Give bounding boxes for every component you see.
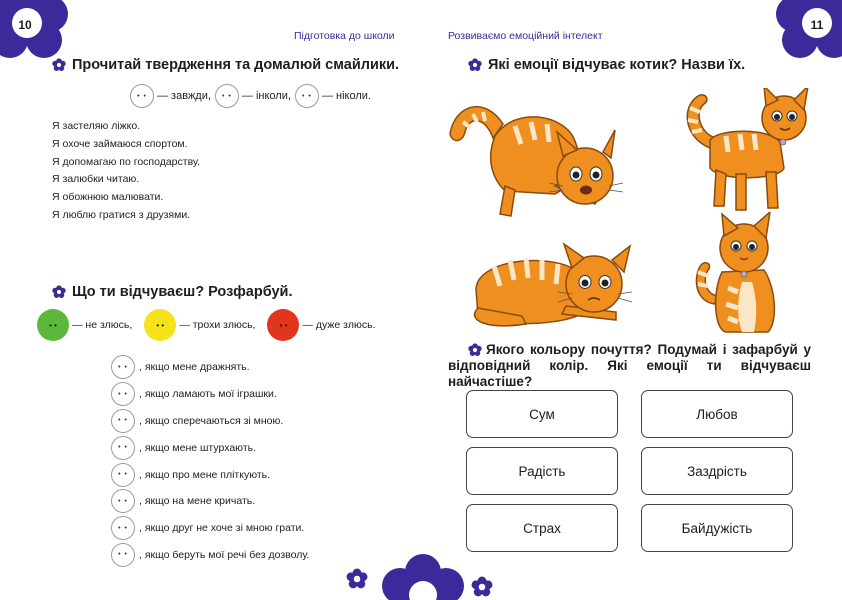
condition-text: , якщо мене штурхають. <box>139 441 257 454</box>
yellow-smiley-icon: • • <box>144 309 176 341</box>
emotion-box-love[interactable]: Любов <box>641 390 793 438</box>
emotion-box-envy[interactable]: Заздрість <box>641 447 793 495</box>
task1-title-text: Прочитай твердження та домалюй смайлики. <box>72 57 400 73</box>
condition-text: , якщо ламають мої іграшки. <box>139 388 277 401</box>
page-number-right: 11 <box>810 18 824 32</box>
condition-text: , якщо про мене пліткують. <box>139 468 271 481</box>
list-item <box>111 408 309 435</box>
legend-not-angry: — не злюсь, <box>72 319 133 331</box>
smiley-face-icon: • • <box>111 436 135 460</box>
task1-title <box>52 57 399 73</box>
legend-never: — ніколи. <box>321 90 371 102</box>
small-flower-icon <box>346 568 368 590</box>
list-item <box>111 434 309 461</box>
cats-task-title <box>468 57 745 73</box>
calm-cat-illustration <box>692 212 792 337</box>
emotion-box-indifference[interactable]: Байдужість <box>641 504 793 552</box>
legend-always: — завжди, <box>157 90 211 102</box>
scared-cat-illustration <box>445 86 635 226</box>
smiley-face-icon: • • <box>111 355 135 379</box>
emotion-box-joy[interactable]: Радість <box>466 447 618 495</box>
smiley-face-icon: • • <box>111 489 135 513</box>
condition-text: , якщо мене дражнять. <box>139 361 250 374</box>
condition-text: , якщо друг не хоче зі мною грати. <box>139 522 305 535</box>
flower-bullet-icon <box>468 58 482 72</box>
list-item <box>111 542 309 569</box>
corner-flower-right <box>772 0 842 68</box>
statement-list <box>52 118 200 225</box>
red-smiley-icon: • • <box>267 309 299 341</box>
page-number-left: 10 <box>18 18 32 32</box>
legend-sometimes: — інколи, <box>241 90 291 102</box>
right-page-header: Розвиваємо емоційний інтелект <box>448 30 603 42</box>
bottom-flower-decoration <box>378 548 468 600</box>
smiley-face-icon: • • <box>215 84 239 108</box>
cats-task-title-text: Які емоції відчуває котик? Назви їх. <box>488 57 746 73</box>
smiley-face-icon: • • <box>111 409 135 433</box>
legend-slightly-angry: — трохи злюсь, <box>179 319 256 331</box>
emotion-box-fear[interactable]: Страх <box>466 504 618 552</box>
frequency-legend <box>130 84 375 108</box>
task2-title <box>52 284 292 300</box>
list-item <box>111 461 309 488</box>
list-item: Я допомагаю по господарству. <box>52 155 201 168</box>
happy-cat-illustration <box>680 88 820 218</box>
legend-very-angry: — дуже злюсь. <box>302 319 376 331</box>
green-smiley-icon: • • <box>37 309 69 341</box>
list-item: Я обожнюю малювати. <box>52 191 164 204</box>
task2-title-text: Що ти відчуваєш? Розфарбуй. <box>72 284 293 300</box>
anger-color-legend <box>37 309 380 341</box>
smiley-face-icon: • • <box>295 84 319 108</box>
list-item: Я залюбки читаю. <box>52 173 140 186</box>
list-item <box>111 515 309 542</box>
sad-cat-illustration <box>466 240 641 332</box>
condition-text: , якщо беруть мої речі без дозволу. <box>139 548 310 561</box>
condition-list <box>111 354 309 568</box>
smiley-face-icon: • • <box>111 382 135 406</box>
smiley-face-icon: • • <box>130 84 154 108</box>
smiley-face-icon: • • <box>111 516 135 540</box>
list-item <box>111 381 309 408</box>
list-item: Я застеляю ліжко. <box>52 120 141 132</box>
flower-bullet-icon <box>52 58 66 72</box>
emotion-box-sadness[interactable]: Сум <box>466 390 618 438</box>
condition-text: , якщо сперечаються зі мною. <box>139 414 284 427</box>
flower-bullet-icon <box>468 343 482 357</box>
left-page-header: Підготовка до школи <box>294 30 395 42</box>
list-item <box>111 488 309 515</box>
list-item: Я охоче займаюся спортом. <box>52 137 188 150</box>
flower-bullet-icon <box>52 285 66 299</box>
condition-text: , якщо на мене кричать. <box>139 495 256 508</box>
emotion-color-task <box>448 342 811 390</box>
emotion-task-text: Якого кольору почуття? Подумай і зафарбуй у відповідний колір. Які емоції ти відчуваєш найчастіше? <box>448 342 811 389</box>
list-item <box>111 354 309 381</box>
smiley-face-icon: • • <box>111 543 135 567</box>
small-flower-icon <box>471 576 493 598</box>
smiley-face-icon: • • <box>111 463 135 487</box>
list-item: Я люблю гратися з друзями. <box>52 208 191 221</box>
